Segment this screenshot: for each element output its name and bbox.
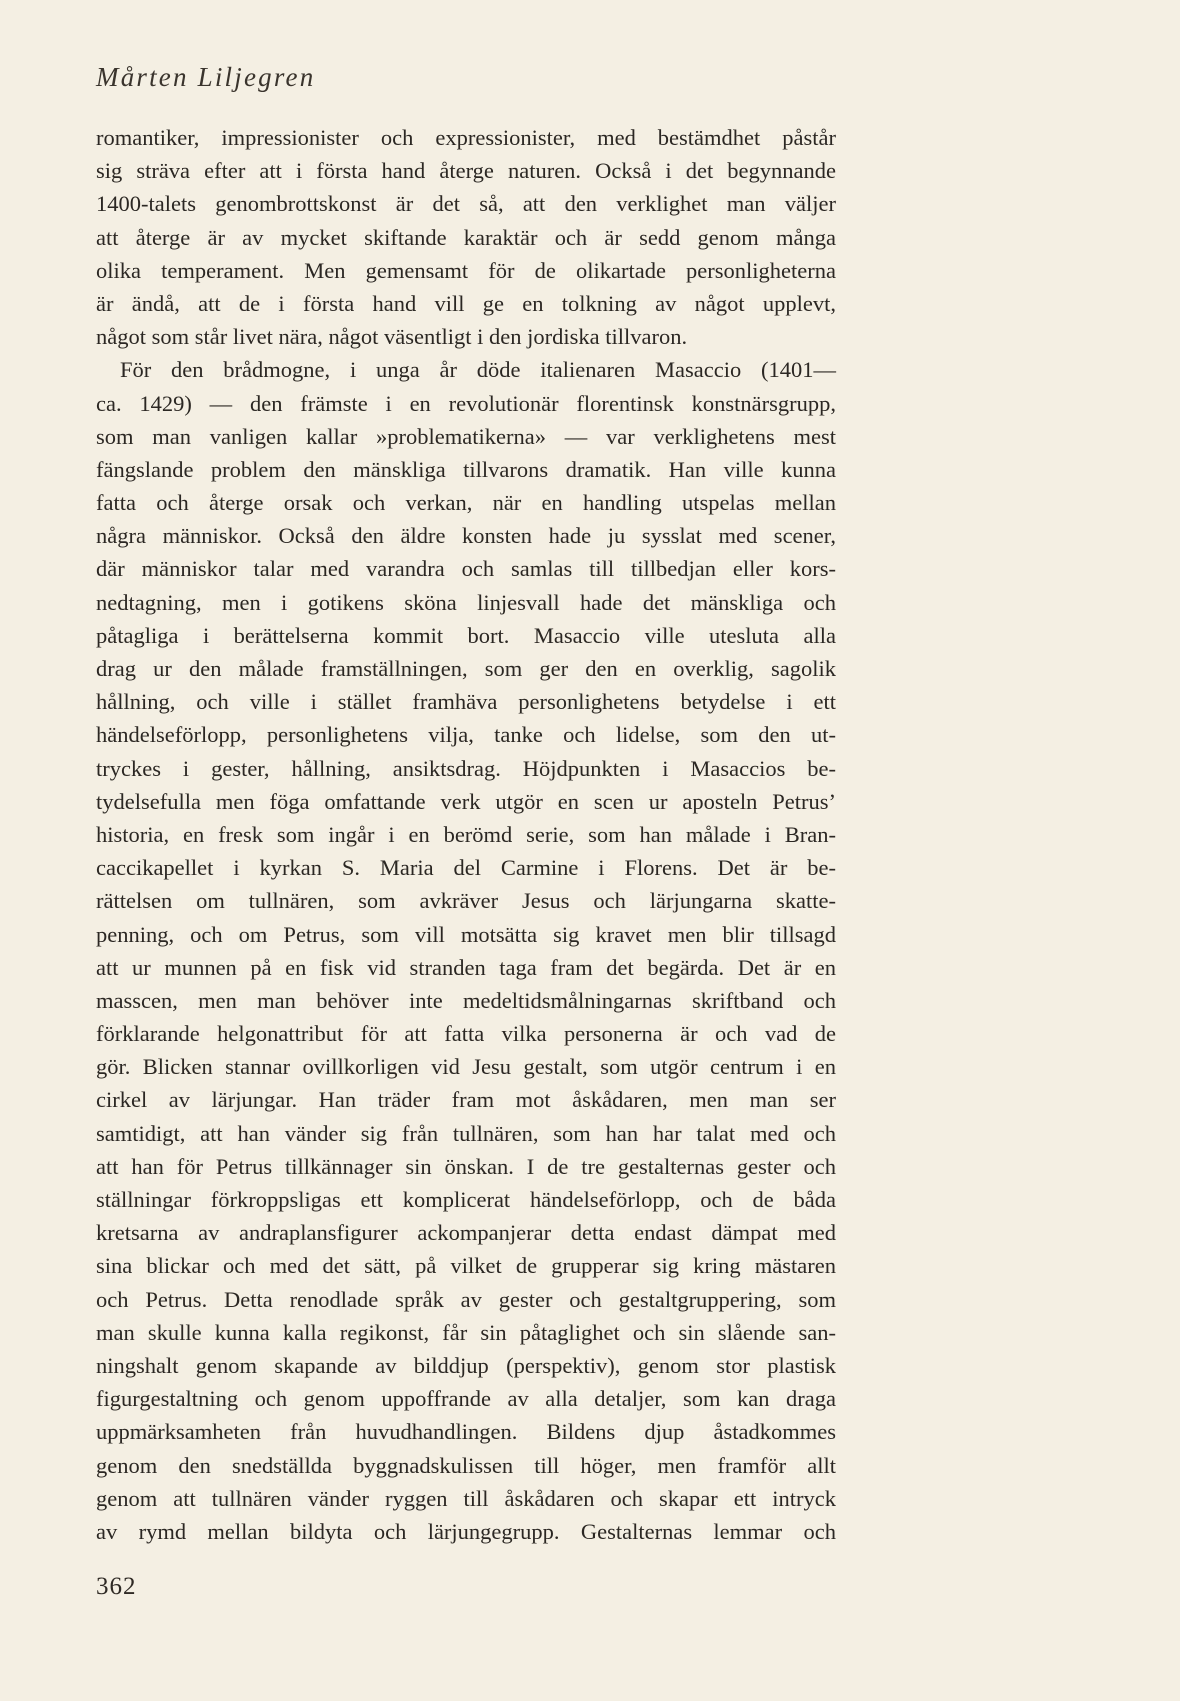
text-line: caccikapellet i kyrkan S. Maria del Carmine i Florens. Det är be- bbox=[96, 855, 836, 881]
text-line: nedtagning, men i gotikens sköna linjesvall hade det mänskliga och bbox=[96, 589, 836, 615]
text-line: 1400-talets genombrottskonst är det så, att den verklighet man väljer bbox=[96, 191, 836, 217]
text-line: förklarande helgonattribut för att fatta vilka personerna är och vad de bbox=[96, 1021, 836, 1047]
text-line: där människor talar med varandra och samlas till tillbedjan eller kors- bbox=[96, 556, 836, 582]
text-line: tryckes i gester, hållning, ansiktsdrag. Höjdpunkten i Masaccios be- bbox=[96, 755, 836, 781]
text-line: olika temperament. Men gemensamt för de olikartade personligheterna bbox=[96, 257, 836, 283]
text-line: cirkel av lärjungar. Han träder fram mot åskådaren, men man ser bbox=[96, 1087, 836, 1113]
page-number: 362 bbox=[96, 1573, 137, 1600]
text-line: händelseförlopp, personlighetens vilja, tanke och lidelse, som den ut- bbox=[96, 722, 836, 748]
text-line: fängslande problem den mänskliga tillvarons dramatik. Han ville kunna bbox=[96, 456, 836, 482]
text-line: penning, och om Petrus, som vill motsätta sig kravet men blir tillsagd bbox=[96, 921, 836, 947]
text-line: tydelsefulla men föga omfattande verk utgör en scen ur aposteln Petrus’ bbox=[96, 788, 836, 814]
text-line: ställningar förkroppsligas ett komplicerat händelseförlopp, och de båda bbox=[96, 1187, 836, 1212]
text-line: romantiker, impressionister och expressionister, med bestämdhet påstår bbox=[96, 125, 836, 150]
text-line: och Petrus. Detta renodlade språk av gester och gestaltgruppering, som bbox=[96, 1286, 836, 1312]
text-line: historia, en fresk som ingår i en berömd serie, som han målade i Bran- bbox=[96, 821, 836, 847]
text-line: några människor. Också den äldre konsten hade ju sysslat med scener, bbox=[96, 523, 836, 549]
text-line: masscen, men man behöver inte medeltidsmålningarnas skriftband och bbox=[96, 987, 836, 1013]
text-line: är ändå, att de i första hand vill ge en tolkning av något upplevt, bbox=[96, 290, 836, 316]
text-line: kretsarna av andraplansfigurer ackompanjerar detta endast dämpat med bbox=[96, 1220, 836, 1246]
text-line: rättelsen om tullnären, som avkräver Jesus och lärjungarna skatte- bbox=[96, 888, 836, 914]
text-line: ningshalt genom skapande av bilddjup (perspektiv), genom stor plastisk bbox=[96, 1352, 836, 1378]
text-line: ca. 1429) — den främste i en revolutionär florentinsk konstnärsgrupp, bbox=[96, 390, 836, 416]
text-line: sina blickar och med det sätt, på vilket de grupperar sig kring mästaren bbox=[96, 1253, 836, 1279]
text-line: något som står livet nära, något väsentligt i den jordiska tillvaron. bbox=[96, 324, 688, 350]
text-line: figurgestaltning och genom uppoffrande av alla detaljer, som kan draga bbox=[96, 1386, 836, 1412]
text-line: genom att tullnären vänder ryggen till åskådaren och skapar ett intryck bbox=[96, 1485, 836, 1511]
text-line: att återge är av mycket skiftande karaktär och är sedd genom många bbox=[96, 224, 836, 250]
text-line: fatta och återge orsak och verkan, när en handling utspelas mellan bbox=[96, 490, 836, 516]
text-line: sig sträva efter att i första hand återge naturen. Också i det begynnande bbox=[96, 158, 836, 184]
body-text bbox=[96, 121, 836, 1548]
text-line: påtagliga i berättelserna kommit bort. Masaccio ville utesluta alla bbox=[96, 622, 836, 648]
text-line: samtidigt, att han vänder sig från tullnären, som han har talat med och bbox=[96, 1120, 836, 1146]
text-line: drag ur den målade framställningen, som ger den en overklig, sagolik bbox=[96, 656, 836, 681]
text-line: uppmärksamheten från huvudhandlingen. Bildens djup åstadkommes bbox=[96, 1419, 836, 1445]
text-line: genom den snedställda byggnadskulissen till höger, men framför allt bbox=[96, 1452, 836, 1478]
text-line: man skulle kunna kalla regikonst, får sin påtaglighet och sin slående san- bbox=[96, 1319, 836, 1345]
text-line: som man vanligen kallar »problematikerna» — var verklighetens mest bbox=[96, 423, 836, 449]
text-line: att ur munnen på en fisk vid stranden taga fram det begärda. Det är en bbox=[96, 954, 836, 980]
running-head: Mårten Liljegren bbox=[96, 62, 316, 92]
text-line: För den brådmogne, i unga år döde italienaren Masaccio (1401— bbox=[120, 357, 836, 383]
text-line: av rymd mellan bildyta och lärjungegrupp. Gestalternas lemmar och bbox=[96, 1518, 836, 1544]
text-line: gör. Blicken stannar ovillkorligen vid Jesu gestalt, som utgör centrum i en bbox=[96, 1054, 836, 1080]
text-line: att han för Petrus tillkännager sin önskan. I de tre gestalternas gester och bbox=[96, 1153, 836, 1179]
text-line: hållning, och ville i stället framhäva personlighetens betydelse i ett bbox=[96, 689, 836, 715]
